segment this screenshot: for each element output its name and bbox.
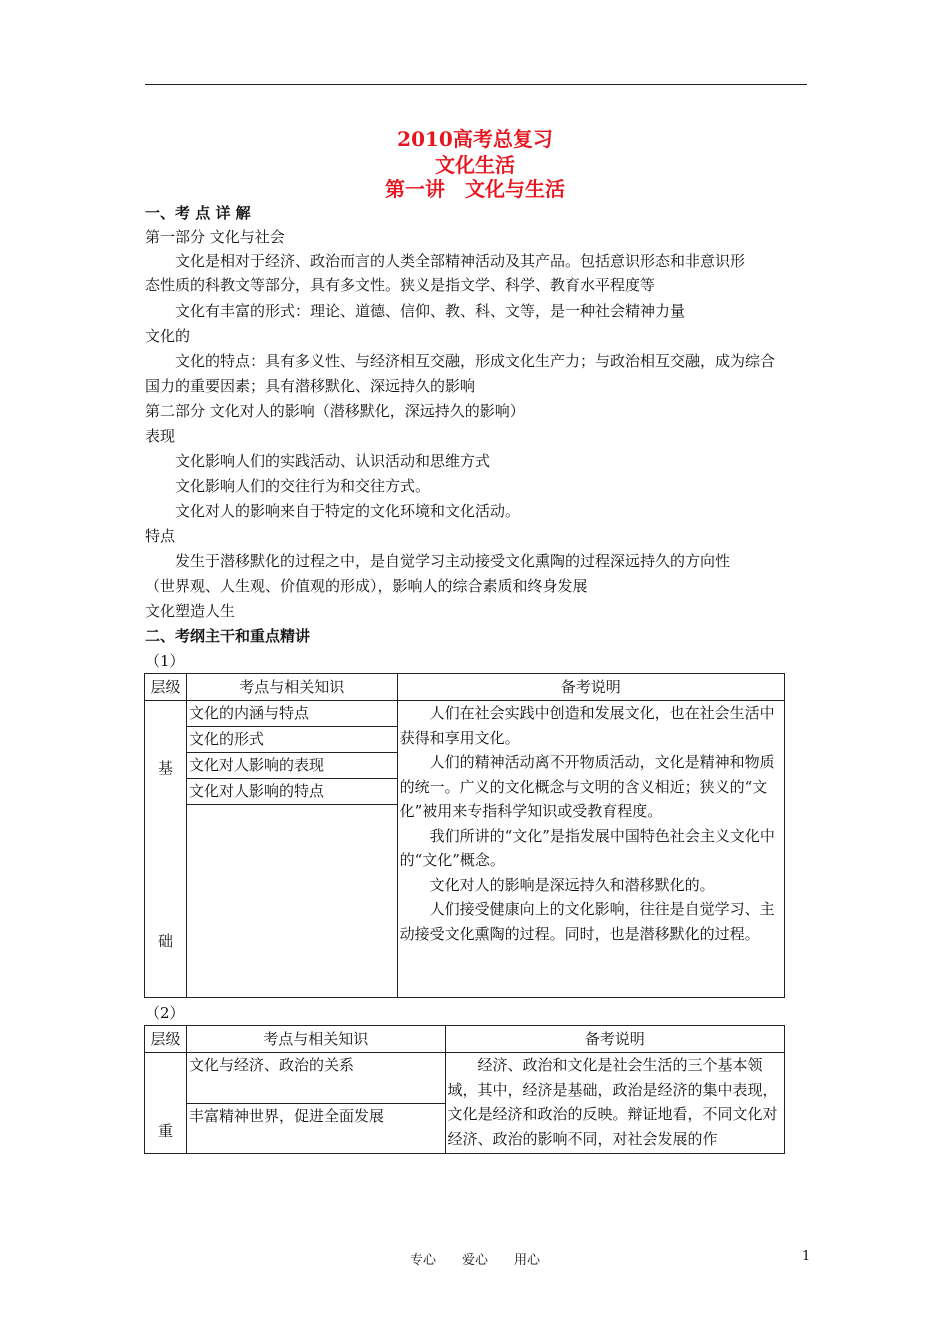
body-line: 文化的特点：具有多义性、与经济相互交融，形成文化生产力；与政治相互交融，成为综合	[145, 352, 776, 370]
table1-item: 文化对人影响的特点	[186, 779, 397, 805]
body-line: 文化塑造人生	[145, 602, 236, 620]
body-line: 文化的	[145, 327, 191, 345]
table1-header-notes: 备考说明	[397, 674, 784, 701]
table1-label: （1）	[145, 652, 185, 670]
body-line: 文化是相对于经济、政治而言的人类全部精神活动及其产品。包括意识形态和非意识形	[145, 252, 746, 270]
table2-header-knowledge: 考点与相关知识	[186, 1026, 445, 1053]
body-line: （世界观、人生观、价值观的形成），影响人的综合素质和终身发展	[145, 577, 588, 595]
table2-label: （2）	[145, 1004, 185, 1022]
table2-level-cell	[145, 1053, 187, 1154]
level-char: 基	[157, 759, 173, 777]
body-line: 文化有丰富的形式：理论、道德、信仰、教、科、文等，是一种社会精神力量	[145, 302, 686, 320]
section2-heading: 二、考纲主干和重点精讲	[145, 627, 311, 645]
table2-notes: 经济、政治和文化是社会生活的三个基本领域，其中，经济是基础，政治是经济的集中表现，文化是经济和政治的反映。辩证地看，不同文化对经济、政治的影响不同，对社会发展的作	[445, 1053, 784, 1154]
table-2	[144, 1025, 785, 1154]
table2-item: 丰富精神世界，促进全面发展	[186, 1104, 445, 1154]
page-footer: 专心 爱心 用心	[409, 1253, 540, 1268]
body-line: 态性质的科教文等部分，具有多文性。狭义是指文学、科学、教育水平程度等	[145, 276, 656, 294]
section1-heading: 一、考 点 详 解	[145, 204, 251, 222]
table2-item: 文化与经济、政治的关系	[186, 1053, 445, 1104]
table1-level-cell	[145, 701, 187, 998]
body-line: 第二部分 文化对人的影响（潜移默化，深远持久的影响）	[145, 402, 525, 420]
table2-header-level: 层级	[145, 1026, 187, 1053]
table1-item: 文化对人影响的表现	[186, 753, 397, 779]
table1-notes: 人们在社会实践中创造和发展文化，也在社会生活中获得和享用文化。 人们的精神活动离不开物质活动，文化是精神和物质的统一。广义的文化概念与文明的含义相近；狭义的“文化”被用来专指科学知识或受教育程度。 我们所讲的“文化”是指发展中国特色社会主义文化中的“文化”概念。 文化对人的影响是深远持久和潜移默化的。 人们接受健康向上的文化影响，往往是自觉学习、主动接受文化熏陶的过程。同时，也是潜移默化的过程。	[397, 701, 784, 998]
doc-title-year: 2010高考总复习	[397, 127, 553, 151]
body-line: 文化影响人们的交往行为和交往方式。	[145, 477, 431, 495]
level-char: 础	[157, 932, 173, 950]
body-line: 国力的重要因素；具有潜移默化、深远持久的影响	[145, 377, 476, 395]
table1-header-level: 层级	[145, 674, 187, 701]
body-line: 发生于潜移默化的过程之中，是自觉学习主动接受文化熏陶的过程深远持久的方向性	[145, 552, 731, 570]
body-line: 表现	[145, 427, 176, 445]
header-rule	[145, 84, 807, 85]
table1-item: 文化的形式	[186, 727, 397, 753]
table2-header-notes: 备考说明	[445, 1026, 784, 1053]
table1-header-knowledge: 考点与相关知识	[186, 674, 397, 701]
doc-title-subject: 文化生活	[435, 153, 515, 177]
page-number: 1	[802, 1249, 811, 1264]
doc-title-lecture: 第一讲 文化与生活	[385, 177, 565, 201]
table1-item: 文化的内涵与特点	[186, 701, 397, 727]
table-1	[144, 673, 785, 998]
body-line: 文化对人的影响来自于特定的文化环境和文化活动。	[145, 502, 521, 520]
body-line: 特点	[145, 527, 176, 545]
level-char: 重	[157, 1122, 173, 1140]
body-line: 第一部分 文化与社会	[145, 228, 285, 246]
body-line: 文化影响人们的实践活动、认识活动和思维方式	[145, 452, 491, 470]
table1-empty-cell	[186, 805, 397, 998]
